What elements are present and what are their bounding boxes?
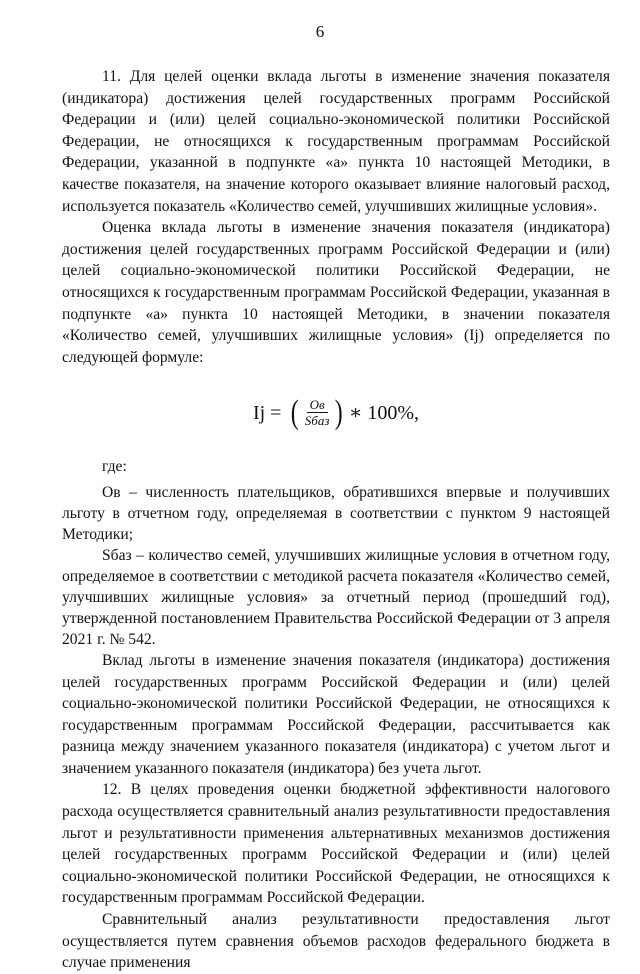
formula: [62, 394, 610, 432]
formula-denominator: Sбаз: [304, 413, 330, 429]
formula-rhs: ∗ 100%,: [348, 402, 420, 425]
paragraph-12: 12. В целях проведения оценки бюджетной эффективности налогового расхода осуществляется сравнительный анализ результативности предоставления льгот и результативности применения альтернативных механизмов достижения целей государственных программ Российской Федерации и (или) целей социально-экономической политики Российской Федерации, не относящихся к государственным программам Российской Федерации.: [62, 781, 610, 907]
formula-numerator: Ов: [307, 398, 328, 413]
document-body: [62, 66, 610, 974]
paragraph-comparative-analysis: Сравнительный анализ результативности предоставления льгот осуществляется путем сравнения объемов расходов федерального бюджета в случае применения: [62, 911, 610, 972]
formula-lhs: Ij =: [252, 402, 282, 425]
definition-ov: Ов – численность плательщиков, обратившихся впервые и получивших льготу в отчетном году, определяемая в соответствии с пунктом 9 настоящей Методики;: [62, 483, 610, 543]
paragraph-assessment: Оценка вклада льготы в изменение значения показателя (индикатора) достижения целей государственных программ Российской Федерации и (или) целей социально-экономической политики Российской Федерации, не относящихся к государственным программам Российской Федерации, указанная в подпункте «а» пункта 10 настоящей Методики, в значении показателя «Количество семей, улучшивших жилищные условия» (Ij) определяется по следующей формуле:: [62, 219, 610, 366]
definition-sbaz: Sбаз – количество семей, улучшивших жилищные условия в отчетном году, определяемое в соответствии с методикой расчета показателя «Количество семей, улучшивших жилищные условия» за отчетный период (прошедший год), утвержденной постановлением Правительства Российской Федерации от 3 апреля 2021 г. № 542.: [62, 546, 610, 648]
right-paren: ): [335, 394, 344, 432]
page-number: 6: [315, 22, 325, 41]
left-paren: (: [291, 394, 300, 432]
paragraph-11: 11. Для целей оценки вклада льготы в изменение значения показателя (индикатора) достижения целей государственных программ Российской Федерации и (или) целей социально-экономической политики Российской Федерации, не относящихся к государственным программам Российской Федерации, указанной в подпункте «а» пункта 10 настоящей Методики, в качестве показателя, на значение которого оказывает влияние налоговый расход, используется показатель «Количество семей, улучшивших жилищные условия».: [62, 68, 610, 215]
where-label: где:: [102, 458, 127, 476]
paragraph-contribution: Вклад льготы в изменение значения показателя (индикатора) достижения целей государственных программ Российской Федерации и (или) целей социально-экономической политики Российской Федерации, не относящихся к государственным программам Российской Федерации, рассчитывается как разница между значением указанного показателя (индикатора) с учетом льгот и значением указанного показателя (индикатора) без учета льгот.: [62, 651, 610, 777]
formula-fraction: [302, 398, 333, 428]
